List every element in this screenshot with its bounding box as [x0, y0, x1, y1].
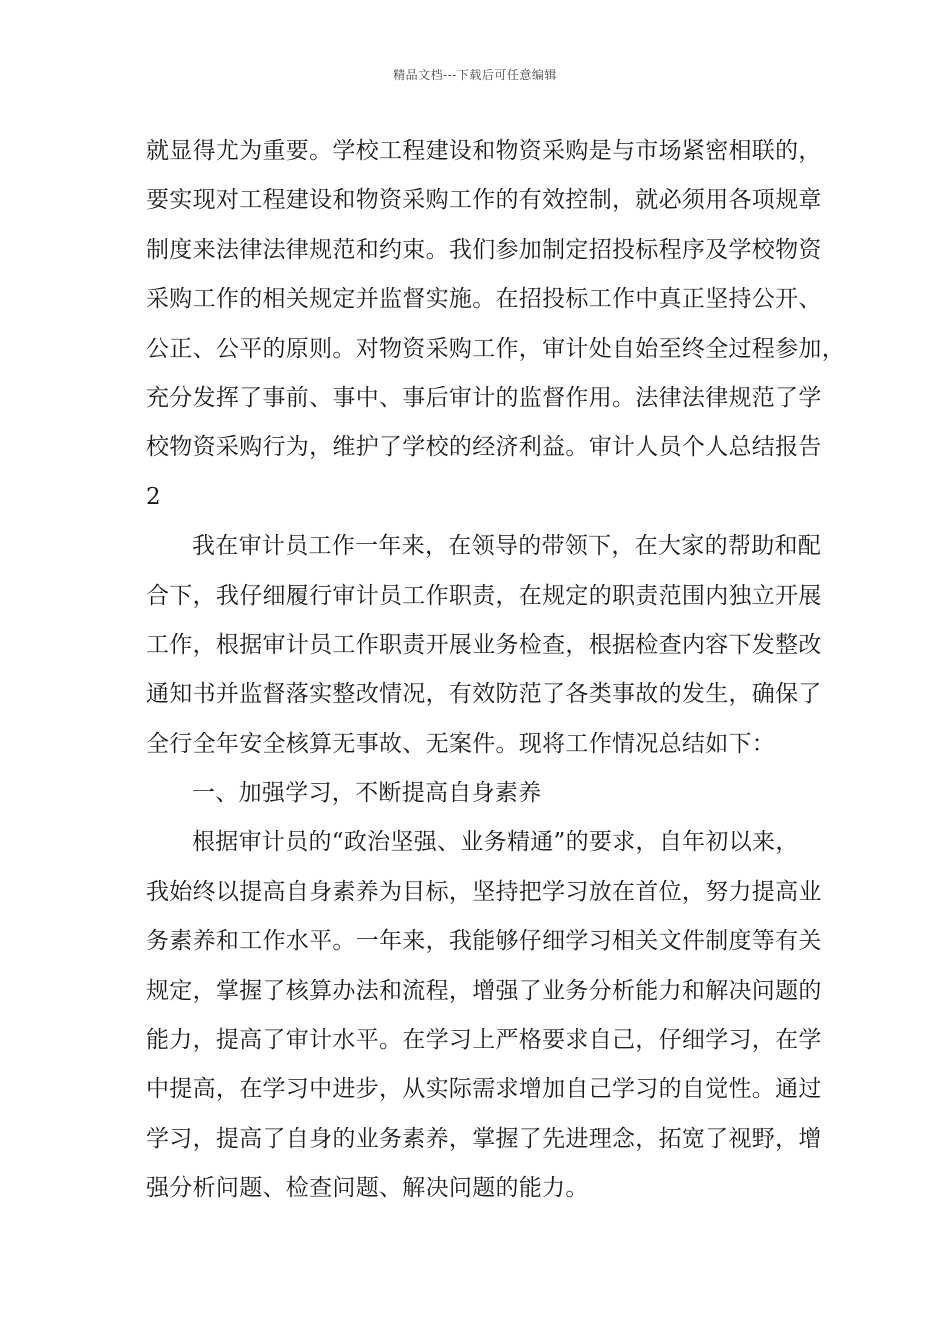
paragraph-start-line: 根据审计员的“政治坚强、业务精通”的要求，自年初以来， [192, 829, 799, 856]
text-line: 规定，掌握了核算办法和流程，增强了业务分析能力和解决问题的 [146, 977, 822, 1004]
text-line: 通知书并监督落实整改情况，有效防范了各类事故的发生，确保了 [146, 681, 822, 708]
text-line: 合下，我仔细履行审计员工作职责，在规定的职责范围内独立开展 [146, 582, 822, 609]
text-line: 要实现对工程建设和物资采购工作的有效控制，就必须用各项规章 [146, 187, 822, 214]
text-line: 务素养和工作水平。一年来，我能够仔细学习相关文件制度等有关 [146, 928, 822, 955]
text-line: 2 [146, 483, 161, 510]
text-line: 我始终以提高自身素养为目标，坚持把学习放在首位，努力提高业 [146, 878, 822, 905]
text-line: 全行全年安全核算无事故、无案件。现将工作情况总结如下： [146, 730, 776, 757]
text-line: 工作，根据审计员工作职责开展业务检查，根据检查内容下发整改 [146, 631, 822, 658]
text-line: 校物资采购行为，维护了学校的经济利益。审计人员个人总结报告 [146, 434, 822, 461]
document-body [146, 130, 845, 1217]
paragraph-start-line: 我在审计员工作一年来，在领导的带领下，在大家的帮助和配 [192, 533, 822, 560]
section-heading: 一、加强学习，不断提高自身素养 [192, 780, 542, 807]
text-line: 公正、公平的原则。对物资采购工作，审计处自始至终全过程参加， [146, 335, 845, 362]
page-header: 精品文档---下载后可任意编辑 [393, 68, 557, 82]
text-line: 充分发挥了事前、事中、事后审计的监督作用。法律法律规范了学 [146, 384, 822, 411]
text-line: 制度来法律法律规范和约束。我们参加制定招投标程序及学校物资 [146, 236, 822, 263]
text-line: 采购工作的相关规定并监督实施。在招投标工作中真正坚持公开、 [146, 286, 822, 313]
text-line: 就显得尤为重要。学校工程建设和物资采购是与市场紧密相联的， [146, 138, 822, 164]
text-line: 中提高，在学习中进步，从实际需求增加自己学习的自觉性。通过 [146, 1076, 822, 1103]
text-line: 学习，提高了自身的业务素养，掌握了先进理念，拓宽了视野，增 [146, 1125, 822, 1152]
text-line: 能力，提高了审计水平。在学习上严格要求自己，仔细学习，在学 [146, 1027, 822, 1054]
text-line: 强分析问题、检查问题、解决问题的能力。 [146, 1175, 589, 1202]
